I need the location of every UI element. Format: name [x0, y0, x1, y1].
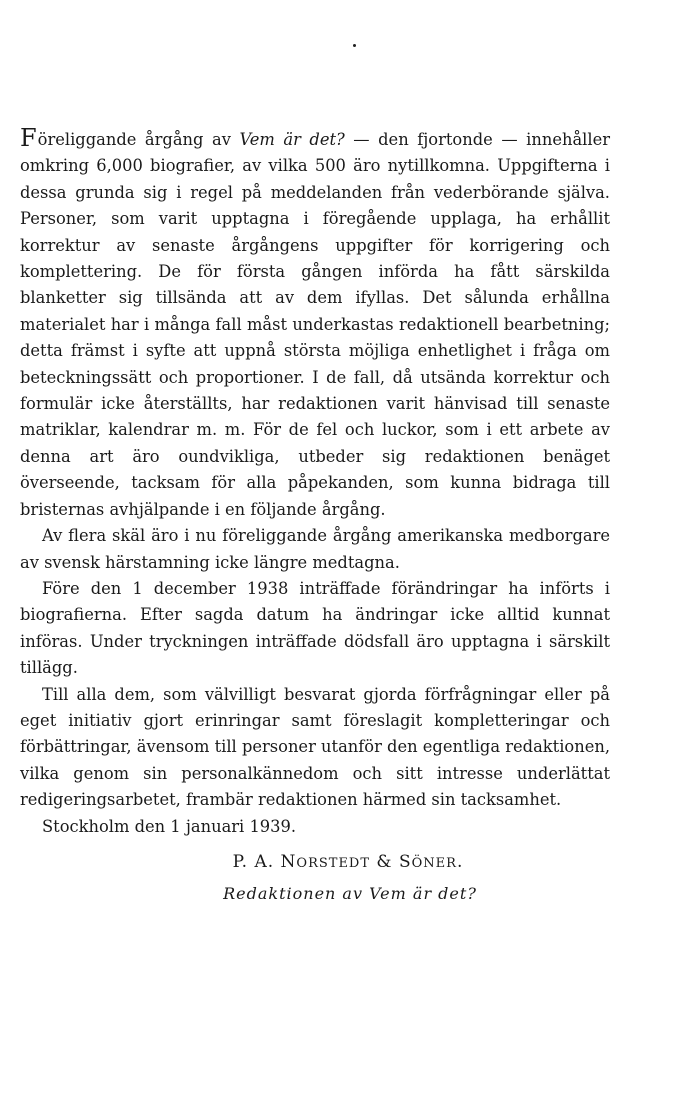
preface-paragraph-1	[20, 126, 610, 523]
paragraph-1-intro: öreliggande årgång av	[37, 130, 240, 149]
dateline: Stockholm den 1 januari 1939.	[42, 816, 297, 836]
drop-cap: F	[20, 124, 38, 152]
preface-body	[20, 126, 610, 840]
publisher-signature: P. A. NORSTEDT & SÖNER.	[232, 852, 464, 872]
preface-paragraph-4: Till alla dem, som välvilligt besvarat gjorda förfrågningar eller på eget initiativ gjort erinringar samt föreslagit kompletteringar och förbättringar, ävensom till personer utanför den egentliga redaktionen, vilka genom sin personalkännedom och sitt intresse underlättat redigeringsarbetet, frambär redaktionen härmed sin tacksamhet.	[20, 684, 610, 810]
print-speck	[353, 44, 356, 47]
editorial-signature: Redaktionen av Vem är det?	[223, 884, 477, 903]
preface-paragraph-3: Före den 1 december 1938 inträffade förändringar ha införts i biografierna. Efter sagda datum ha ändringar icke alltid kunnat införas. Under tryckningen inträffade dödsfall äro upptagna i särskilt tillägg.	[20, 578, 610, 678]
preface-paragraph-2: Av flera skäl äro i nu föreliggande årgång amerikanska medborgare av svensk härstamning icke längre medtagna.	[20, 526, 610, 572]
book-title: Vem är det?	[239, 130, 345, 149]
paragraph-1-text: — den fjortonde — innehåller omkring 6,000 biografier, av vilka 500 äro nytillkomna. Uppgifterna i dessa grunda sig i regel på meddelanden från vederbörande själva. Personer, som varit upptagna i föregående upplaga, ha erhållit korrektur av senaste årgångens uppgifter för korrigering och komplettering. De för första gången införda ha fått särskilda blanketter sig tillsända att av dem ifyllas. Det sålunda erhållna materialet har i många fall måst underkastas redaktionell bearbetning; detta främst i syfte att uppnå största möjliga enhetlighet i fråga om beteckningssätt och proportioner. I de fall, då utsända korrektur och formulär icke återställts, har redaktionen varit hänvisad till senaste matriklar, kalendrar m. m. För de fel och luckor, som i ett arbete av denna art äro oundvikliga, utbeder sig redaktionen benäget överseende, tacksam för alla påpekanden, som kunna bidraga till bristernas avhjälpande i en följande årgång.	[20, 130, 611, 519]
